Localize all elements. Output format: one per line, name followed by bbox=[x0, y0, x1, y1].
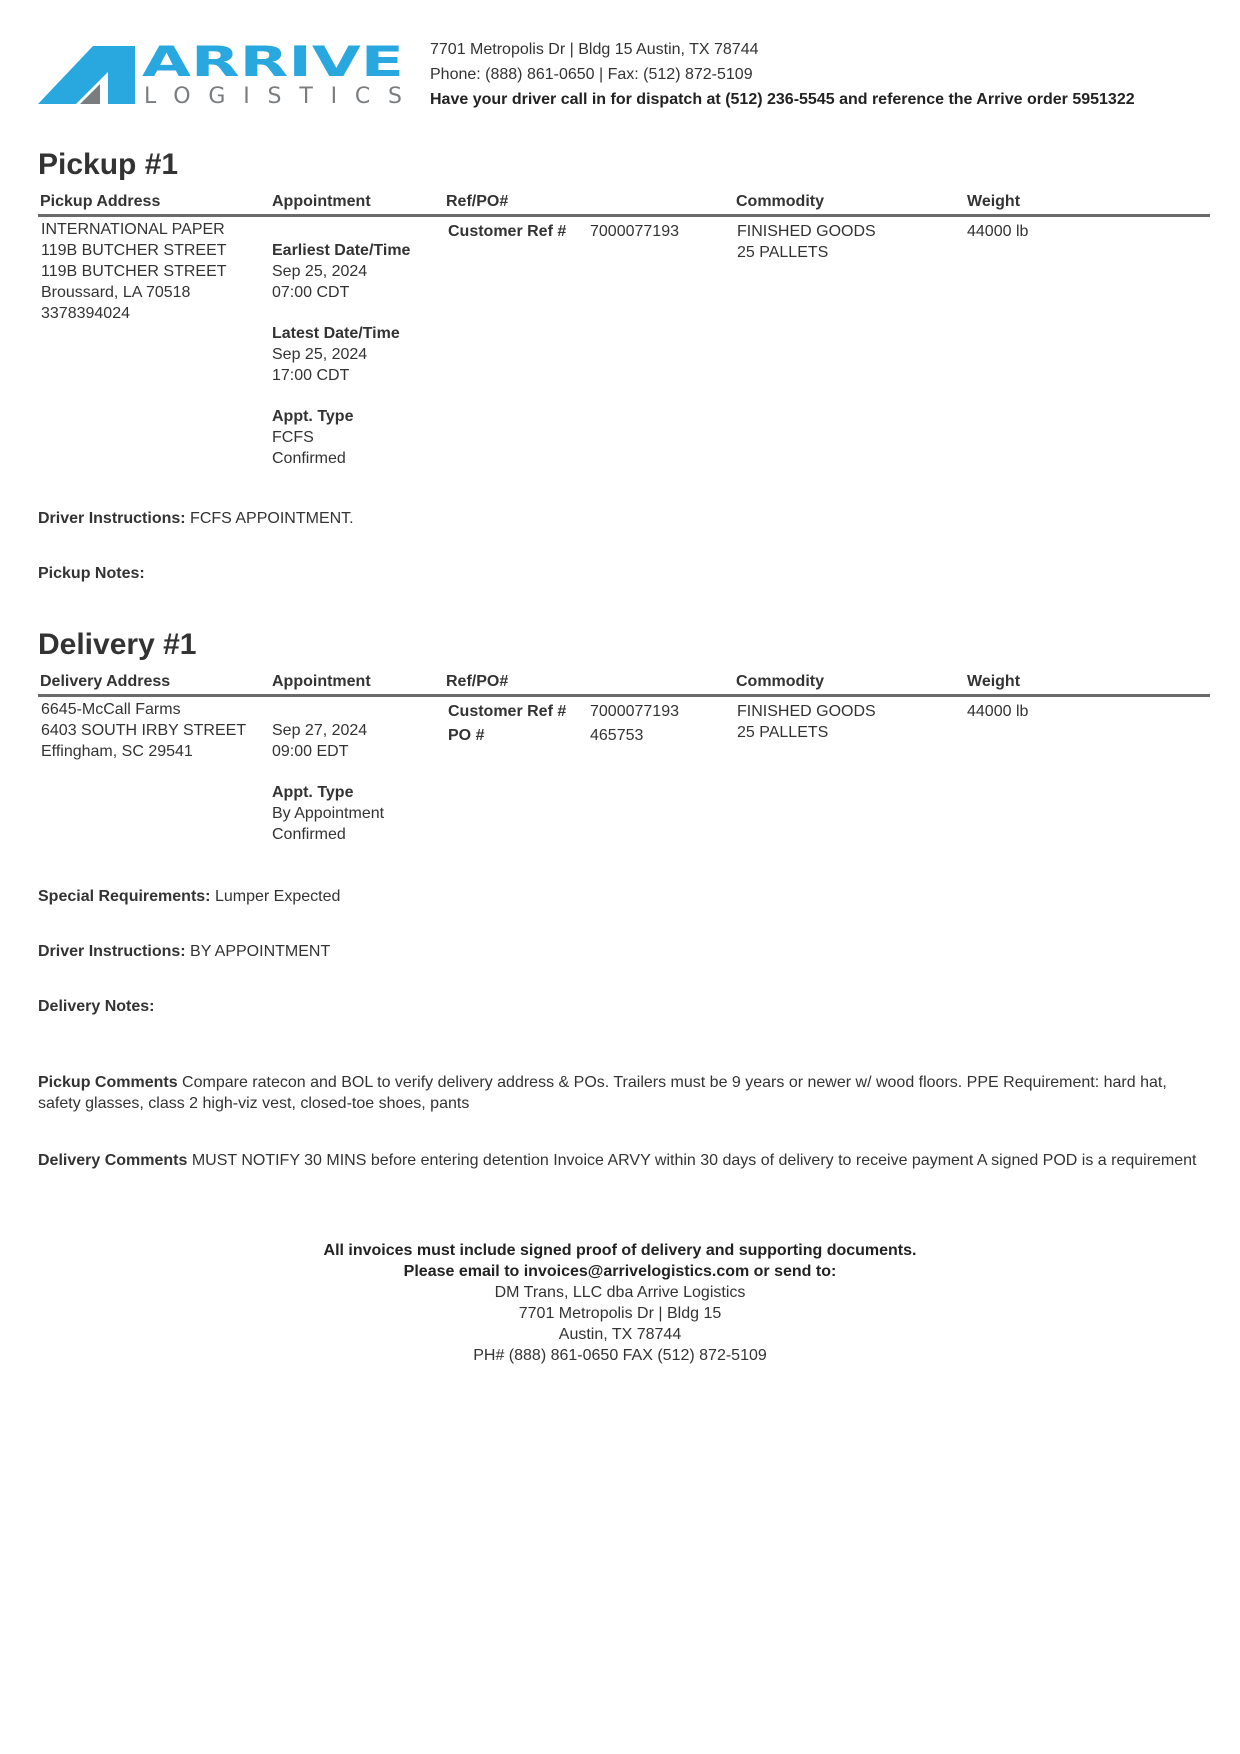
commodity-line: FINISHED GOODS bbox=[737, 703, 876, 720]
logo-word-arrive: ARRIVE bbox=[142, 42, 404, 86]
delivery-ref-values bbox=[590, 701, 679, 746]
pickup-comments-text: Compare ratecon and BOL to verify delivery address & POs. Trailers must be 9 years or newer w/ wood floors. PPE Requirement: hard hat, safety glasses, class 2 high-viz vest, closed-toe shoes, pants bbox=[38, 1074, 1167, 1112]
delivery-col-address: Delivery Address bbox=[40, 673, 171, 690]
special-requirements-text: Lumper Expected bbox=[214, 888, 341, 905]
delivery-notes-label: Delivery Notes: bbox=[38, 998, 155, 1015]
pickup-weight: 44000 lb bbox=[967, 223, 1029, 240]
pickup-col-appointment: Appointment bbox=[272, 193, 371, 210]
pickup-notes-label: Pickup Notes: bbox=[38, 565, 145, 582]
footer-line: PH# (888) 861-0650 FAX (512) 872-5109 bbox=[473, 1347, 767, 1364]
commodity-line: 25 PALLETS bbox=[737, 724, 829, 741]
delivery-ref-labels bbox=[448, 701, 566, 746]
pickup-address-line: 119B BUTCHER STREET bbox=[41, 263, 227, 280]
driver-instructions-text: BY APPOINTMENT bbox=[190, 943, 331, 960]
logo-word-logistics: LOGISTICS bbox=[144, 84, 402, 109]
ref-label: Customer Ref # bbox=[448, 703, 567, 720]
earliest-date: Sep 25, 2024 bbox=[272, 263, 368, 280]
ref-label: PO # bbox=[448, 727, 485, 744]
delivery-address-line: 6403 SOUTH IRBY STREET bbox=[41, 722, 247, 739]
pickup-col-commodity: Commodity bbox=[736, 193, 824, 210]
delivery-driver-instructions bbox=[38, 941, 1213, 962]
ref-label: Customer Ref # bbox=[448, 223, 567, 240]
arrive-logistics-logo bbox=[38, 42, 408, 110]
delivery-comments-label: Delivery Comments bbox=[38, 1152, 188, 1169]
driver-instructions-label: Driver Instructions: bbox=[38, 943, 186, 960]
pickup-comments bbox=[38, 1072, 1213, 1114]
pickup-address bbox=[41, 219, 227, 324]
delivery-commodity bbox=[737, 701, 876, 743]
pickup-col-address: Pickup Address bbox=[40, 193, 161, 210]
latest-label: Latest Date/Time bbox=[272, 325, 400, 342]
delivery-table-rule bbox=[38, 694, 1210, 697]
delivery-weight: 44000 lb bbox=[967, 703, 1029, 720]
delivery-title: Delivery #1 bbox=[38, 628, 197, 661]
pickup-col-ref: Ref/PO# bbox=[446, 193, 509, 210]
delivery-date: Sep 27, 2024 bbox=[272, 722, 368, 739]
earliest-time: 07:00 CDT bbox=[272, 284, 350, 301]
ref-value: 465753 bbox=[590, 727, 644, 744]
delivery-comments-text: MUST NOTIFY 30 MINS before entering detention Invoice ARVY within 30 days of delivery to receive payment A signed POD is a requirement bbox=[191, 1152, 1197, 1169]
pickup-appointment bbox=[272, 240, 410, 469]
latest-date: Sep 25, 2024 bbox=[272, 346, 368, 363]
pickup-address-line: INTERNATIONAL PAPER bbox=[41, 221, 225, 238]
pickup-ref-row bbox=[448, 221, 566, 242]
delivery-appointment bbox=[272, 720, 384, 845]
pickup-notes bbox=[38, 563, 1213, 584]
driver-instructions-label: Driver Instructions: bbox=[38, 510, 186, 527]
appt-type-label: Appt. Type bbox=[272, 408, 354, 425]
appt-status: Confirmed bbox=[272, 450, 346, 467]
logo-mark-icon bbox=[38, 42, 408, 110]
dispatch-instruction: Have your driver call in for dispatch at (512) 236-5545 and reference the Arrive order 5951322 bbox=[430, 91, 1135, 108]
ref-value: 7000077193 bbox=[590, 703, 679, 720]
footer-line: All invoices must include signed proof of delivery and supporting documents. bbox=[323, 1242, 917, 1259]
pickup-comments-label: Pickup Comments bbox=[38, 1074, 178, 1091]
footer-line: DM Trans, LLC dba Arrive Logistics bbox=[494, 1284, 746, 1301]
driver-instructions-text: FCFS APPOINTMENT. bbox=[190, 510, 354, 527]
delivery-col-appointment: Appointment bbox=[272, 673, 371, 690]
delivery-address-line: Effingham, SC 29541 bbox=[41, 743, 193, 760]
pickup-table-rule bbox=[38, 214, 1210, 217]
footer-line: Austin, TX 78744 bbox=[558, 1326, 682, 1343]
earliest-label: Earliest Date/Time bbox=[272, 242, 411, 259]
delivery-notes bbox=[38, 996, 1213, 1017]
footer-line: 7701 Metropolis Dr | Bldg 15 bbox=[518, 1305, 722, 1322]
delivery-col-ref: Ref/PO# bbox=[446, 673, 509, 690]
commodity-line: FINISHED GOODS bbox=[737, 223, 876, 240]
pickup-driver-instructions bbox=[38, 508, 1213, 529]
footer-line: Please email to invoices@arrivelogistics.com or send to: bbox=[403, 1263, 837, 1280]
special-requirements bbox=[38, 886, 1213, 907]
pickup-address-line: 3378394024 bbox=[41, 305, 130, 322]
delivery-address-line: 6645-McCall Farms bbox=[41, 701, 181, 718]
delivery-col-commodity: Commodity bbox=[736, 673, 824, 690]
appt-status: Confirmed bbox=[272, 826, 346, 843]
pickup-col-weight: Weight bbox=[967, 193, 1021, 210]
delivery-address bbox=[41, 699, 246, 762]
pickup-commodity bbox=[737, 221, 876, 263]
delivery-time: 09:00 EDT bbox=[272, 743, 349, 760]
company-address: 7701 Metropolis Dr | Bldg 15 Austin, TX 78744 bbox=[430, 41, 759, 58]
delivery-comments bbox=[38, 1150, 1213, 1171]
invoice-footer bbox=[0, 1240, 1240, 1366]
pickup-address-line: Broussard, LA 70518 bbox=[41, 284, 191, 301]
appt-type: By Appointment bbox=[272, 805, 385, 822]
appt-type: FCFS bbox=[272, 429, 314, 446]
company-phone: Phone: (888) 861-0650 | Fax: (512) 872-5109 bbox=[430, 66, 753, 83]
pickup-title: Pickup #1 bbox=[38, 148, 179, 181]
latest-time: 17:00 CDT bbox=[272, 367, 350, 384]
special-requirements-label: Special Requirements: bbox=[38, 888, 211, 905]
ref-value: 7000077193 bbox=[590, 223, 679, 240]
pickup-ref-value-cell bbox=[590, 221, 679, 242]
appt-type-label: Appt. Type bbox=[272, 784, 354, 801]
pickup-address-line: 119B BUTCHER STREET bbox=[41, 242, 227, 259]
commodity-line: 25 PALLETS bbox=[737, 244, 829, 261]
delivery-col-weight: Weight bbox=[967, 673, 1021, 690]
